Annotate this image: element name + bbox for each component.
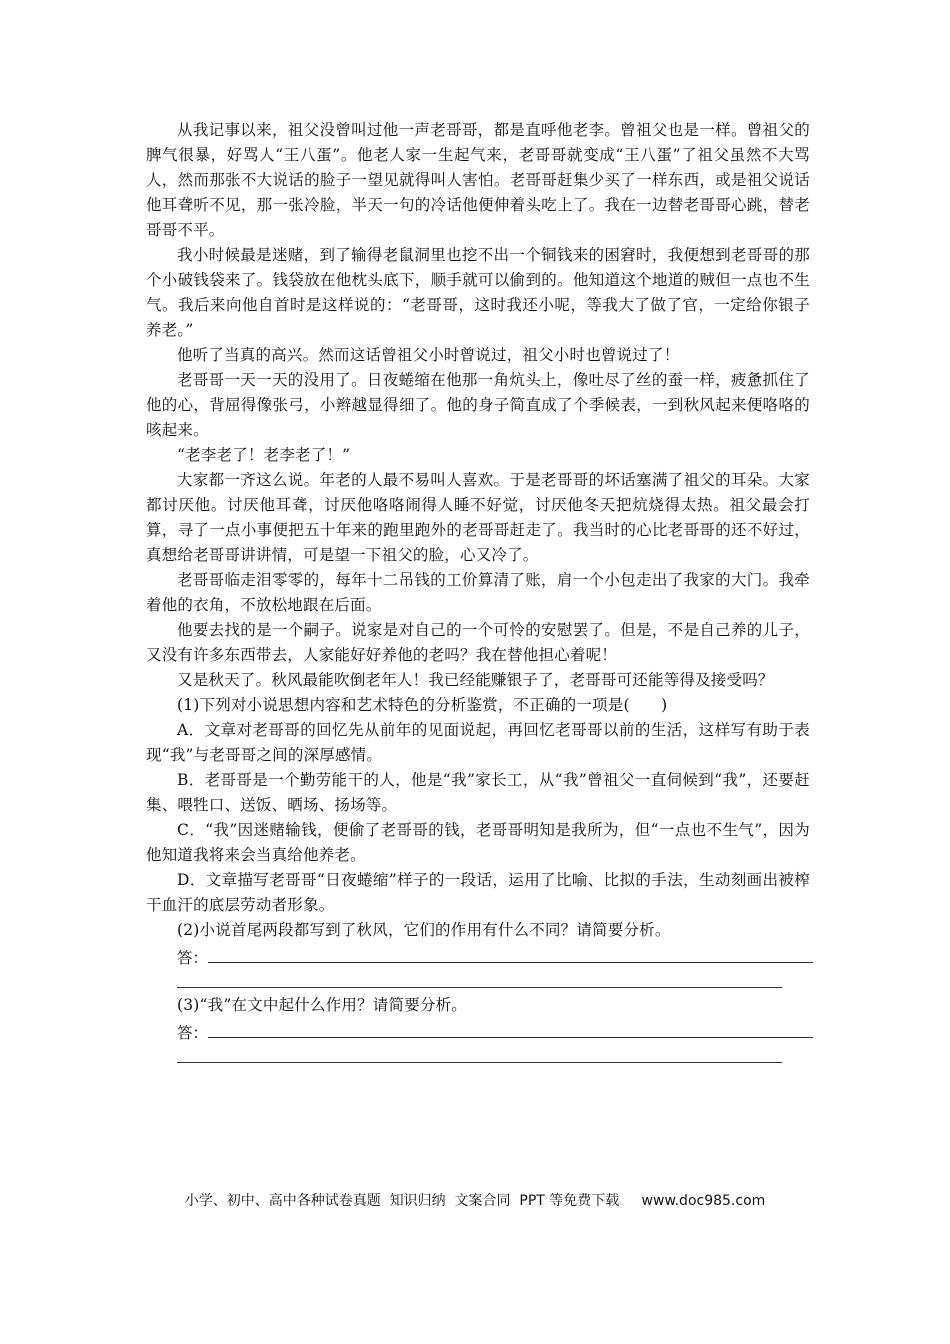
passage-paragraph-7: 老哥哥临走泪零零的，每年十二吊钱的工价算清了账，肩一个小包走出了我家的大门。我牵着他的衣角，不放松地跟在后面。 <box>146 571 810 614</box>
question-3-answer-row-2 <box>146 1043 810 1068</box>
question-3-answer-row <box>146 1018 810 1043</box>
question-2-answer-label: 答： <box>177 949 209 967</box>
question-1-stem: (1)下列对小说思想内容和艺术特色的分析鉴赏，不正确的一项是( ) <box>177 696 668 714</box>
question-1-option-d: D．文章描写老哥哥“日夜蜷缩”样子的一段话，运用了比喻、比拟的手法，生动刻画出被榨干血汗的底层劳动者形象。 <box>146 871 810 914</box>
question-2-answer-line-2[interactable] <box>177 969 782 988</box>
question-2-answer-row <box>146 943 810 968</box>
passage-paragraph-9: 又是秋天了。秋风最能吹倒老年人！我已经能赚银子了，老哥哥可还能等得及接受吗？ <box>177 671 774 689</box>
passage-paragraph-3: 他听了当真的高兴。然而这话曾祖父小时曾说过，祖父小时也曾说过了！ <box>177 346 680 364</box>
question-2-answer-line-1[interactable] <box>208 944 813 963</box>
question-2-answer-row-2 <box>146 968 810 993</box>
question-3-stem: (3)“我”在文中起什么作用？请简要分析。 <box>177 996 468 1014</box>
document-body <box>146 118 810 1068</box>
passage-paragraph-2: 我小时候最是迷赌，到了输得老鼠洞里也挖不出一个铜钱来的困窘时，我便想到老哥哥的那个小破钱袋来了。钱袋放在他枕头底下，顺手就可以偷到的。他知道这个地道的贼但一点也不生气。我后来向他自首时是这样说的：“老哥哥，这时我还小呢，等我大了做了官，一定给你银子养老。” <box>146 246 810 339</box>
passage-paragraph-6: 大家都一齐这么说。年老的人最不易叫人喜欢。于是老哥哥的坏话塞满了祖父的耳朵。大家都讨厌他。讨厌他耳聋，讨厌他咯咯闹得人睡不好觉，讨厌他冬天把炕烧得太热。祖父最会打算，寻了一点小事便把五十年来的跑里跑外的老哥哥赶走了。我当时的心比老哥哥的还不好过，真想给老哥哥讲讲情，可是望一下祖父的脸，心又冷了。 <box>146 471 810 564</box>
question-2-stem: (2)小说首尾两段都写到了秋风，它们的作用有什么不同？请简要分析。 <box>177 921 671 939</box>
page-footer: 小学、初中、高中各种试卷真题 知识归纳 文案合同 PPT 等免费下载 www.doc985.com <box>184 1193 766 1209</box>
question-1-option-b: B．老哥哥是一个勤劳能干的人，他是“我”家长工，从“我”曾祖父一直伺候到“我”，还要赶集、喂牲口、送饭、晒场、扬场等。 <box>146 771 810 814</box>
question-1-option-a: A．文章对老哥哥的回忆先从前年的见面说起，再回忆老哥哥以前的生活，这样写有助于表现“我”与老哥哥之间的深厚感情。 <box>146 721 810 764</box>
passage-paragraph-4: 老哥哥一天一天的没用了。日夜蜷缩在他那一角炕头上，像吐尽了丝的蚕一样，疲惫抓住了他的心，背屈得像张弓，小辫越显得细了。他的身子简直成了个季候表，一到秋风起来便咯咯的咳起来。 <box>146 371 810 439</box>
question-1-option-c: C．“我”因迷赌输钱，便偷了老哥哥的钱，老哥哥明知是我所为，但“一点也不生气”，因为他知道我将来会当真给他养老。 <box>146 821 810 864</box>
passage-paragraph-8: 他要去找的是一个嗣子。说家是对自己的一个可怜的安慰罢了。但是，不是自己养的儿子，又没有许多东西带去，人家能好好养他的老吗？我在替他担心着呢！ <box>146 621 810 664</box>
question-3-answer-line-2[interactable] <box>177 1044 782 1063</box>
passage-paragraph-5: “老李老了！老李老了！” <box>177 446 351 464</box>
passage-paragraph-1: 从我记事以来，祖父没曾叫过他一声老哥哥，都是直呼他老李。曾祖父也是一样。曾祖父的脾气很暴，好骂人“王八蛋”。他老人家一生起气来，老哥哥就变成“王八蛋”了祖父虽然不大骂人，然而那张不大说话的脸子一望见就得叫人害怕。老哥哥赶集少买了一样东西，或是祖父说话他耳聋听不见，那一张冷脸，半天一句的冷话他便伸着头吃上了。我在一边替老哥哥心跳，替老哥哥不平。 <box>146 121 810 239</box>
question-3-answer-label: 答： <box>177 1024 209 1042</box>
question-3-answer-line-1[interactable] <box>208 1019 813 1038</box>
